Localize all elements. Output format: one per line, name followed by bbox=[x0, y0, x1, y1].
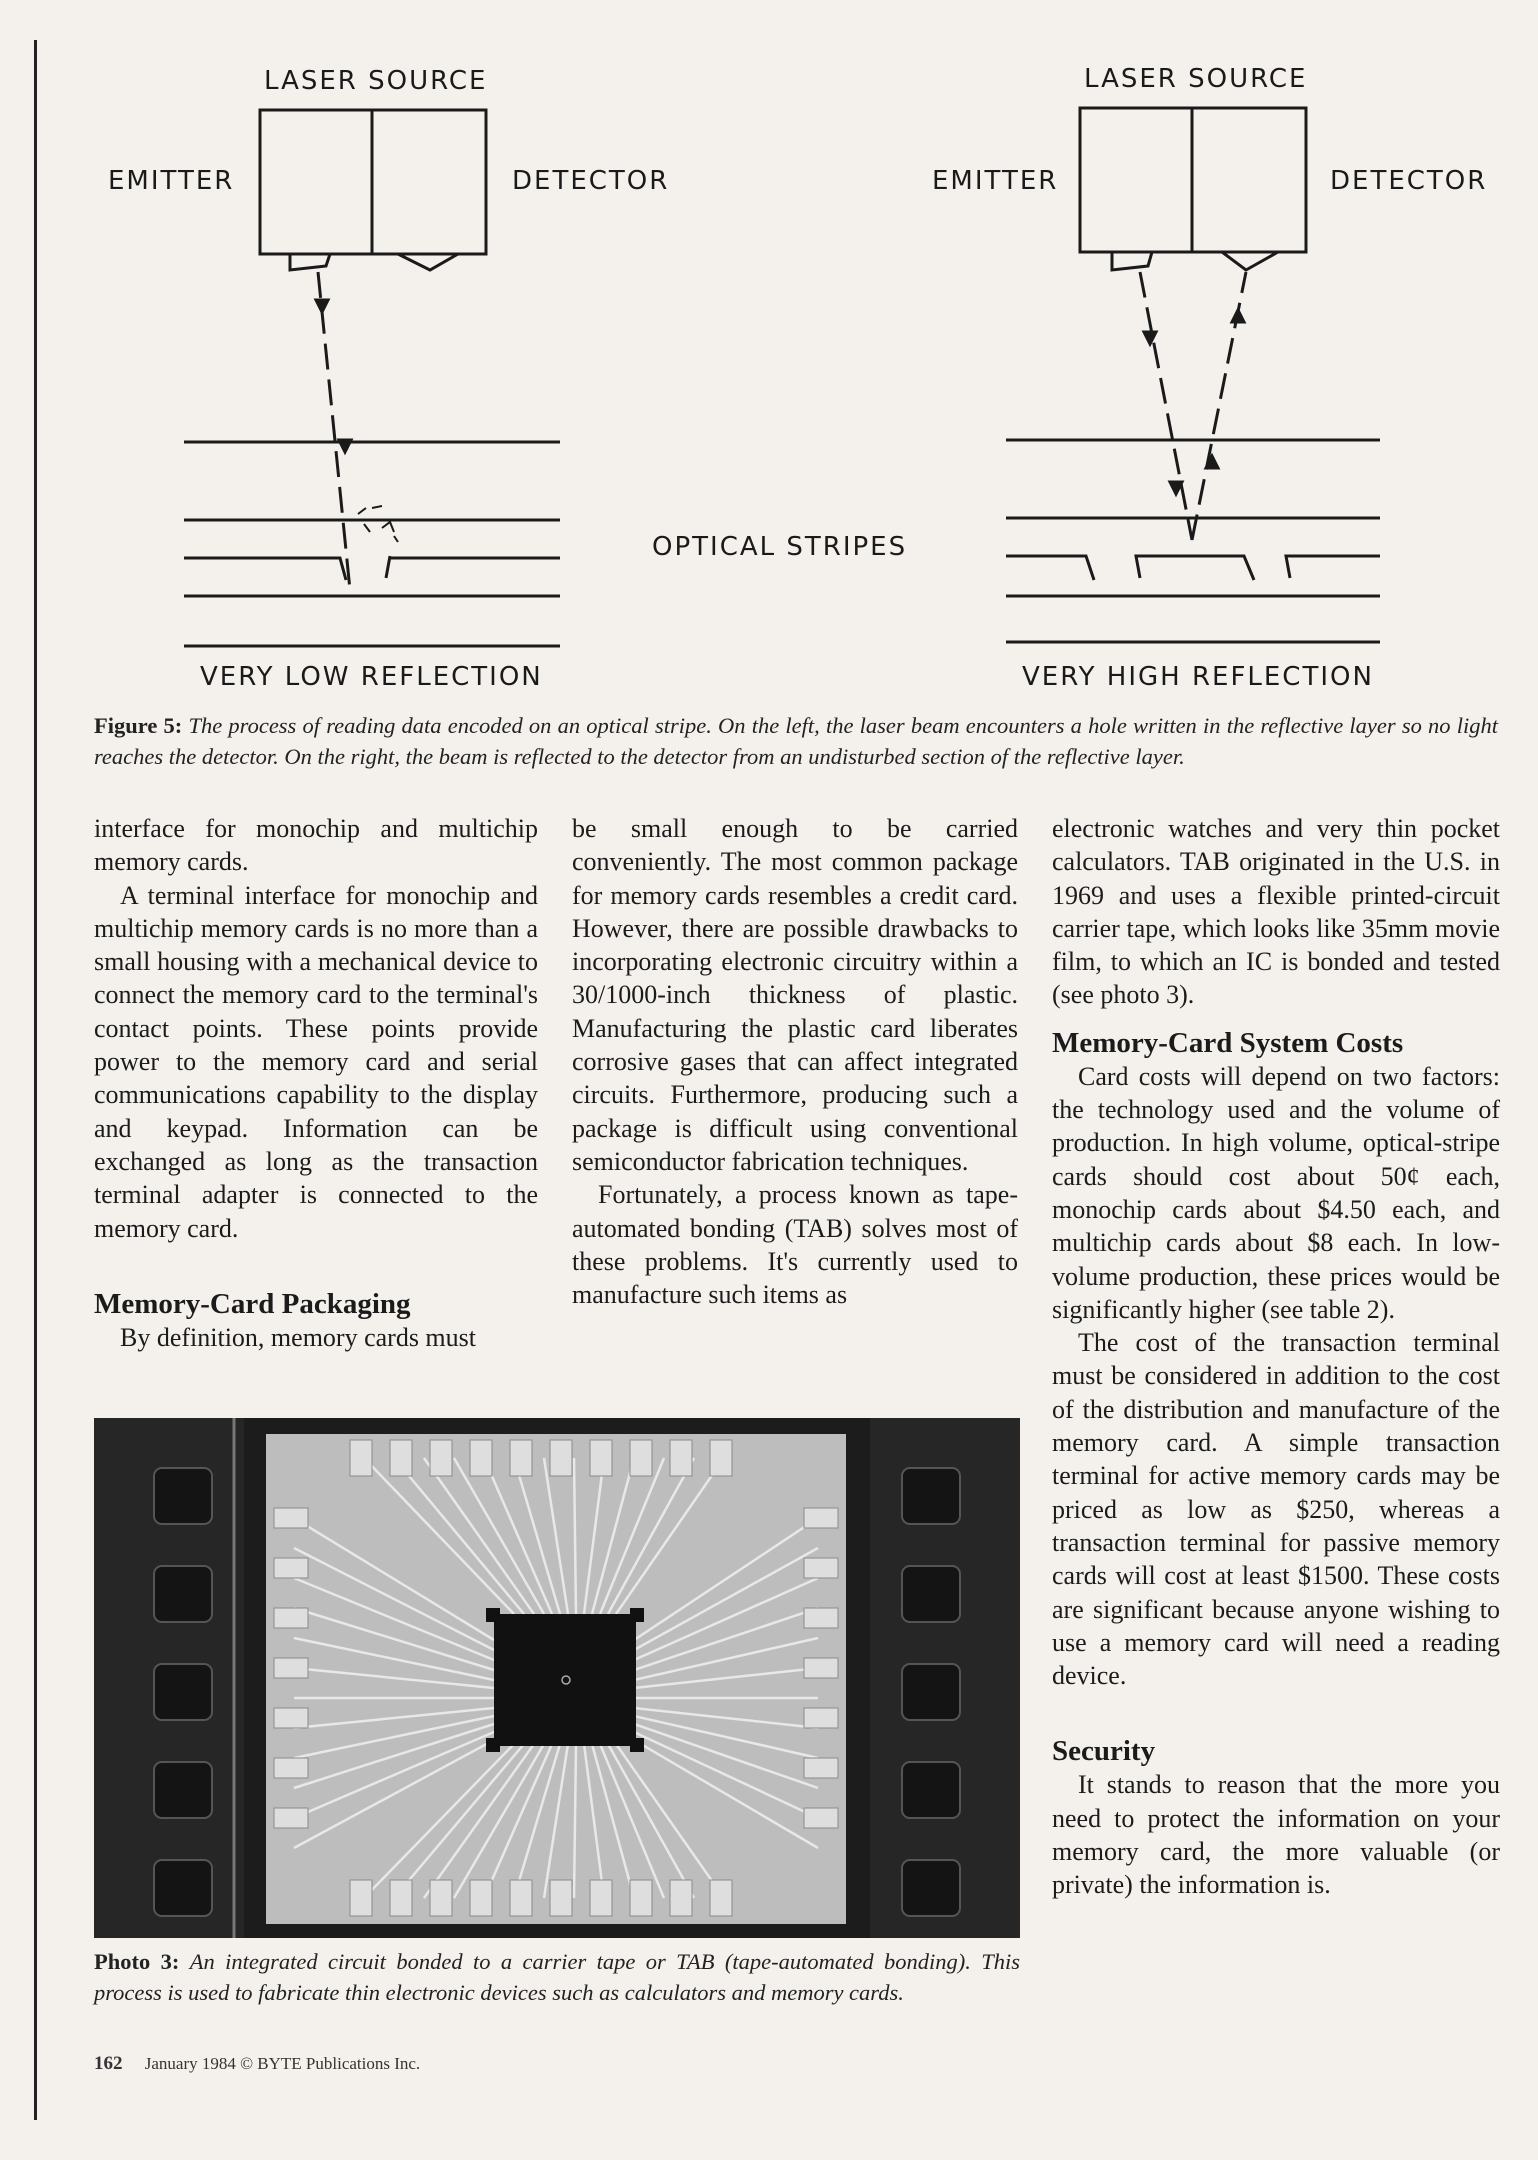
col3-heading-security: Security bbox=[1052, 1735, 1156, 1768]
col3-paragraph-1: electronic watches and very thin pocket calculators. TAB originated in the U.S. in 1969 and uses a flexible printed-circuit carrier tape, which looks like 35mm movie film, to which an IC is bonded and tested (see photo 3). bbox=[1052, 814, 1500, 1010]
photo-3-caption bbox=[94, 1946, 1020, 2008]
left-emitter-lens bbox=[290, 254, 330, 270]
sprocket-hole bbox=[902, 1860, 960, 1916]
sprocket-hole bbox=[154, 1860, 212, 1916]
ic-chip bbox=[494, 1614, 636, 1746]
col3-paragraph-3: The cost of the transaction terminal must be considered in addition to the cost of the distribution and manufacture of the memory card. A simple transaction terminal for active memory cards may be priced as low as $250, whereas a transaction terminal for passive memory cards will cost at least $1500. These costs are significant because anyone wishing to use a memory card will need a reading device. bbox=[1052, 1328, 1500, 1691]
right-detector-label: DETECTOR bbox=[1330, 166, 1488, 196]
col3-spacer bbox=[1052, 1692, 1500, 1720]
col2-paragraph-1: be small enough to be carried conveniently. The most common package for memory cards resembles a credit card. However, there are possible drawbacks to incorporating electronic circuitry within a 30/1000-inch thickness of plastic. Manufacturing the plastic card liberates corrosive gases that can affect integrated circuits. Furthermore, producing such a package is difficult using conventional semiconductor fabrication techniques. bbox=[572, 814, 1018, 1176]
page-number: 162 bbox=[94, 2053, 123, 2074]
col2-paragraph-2: Fortunately, a process known as tape-automated bonding (TAB) solves most of these problems. It's currently used to manufacture such items as bbox=[572, 1180, 1018, 1310]
right-emitter-lens bbox=[1112, 252, 1152, 270]
col1-spacer bbox=[94, 1245, 538, 1273]
figure-5-diagram bbox=[0, 0, 1538, 700]
sprocket-hole bbox=[154, 1664, 212, 1720]
col1-paragraph-1: interface for monochip and multichip memory cards. bbox=[94, 814, 538, 877]
right-incident-beam bbox=[1140, 272, 1192, 540]
sprocket-hole bbox=[902, 1468, 960, 1524]
right-reflective-layer bbox=[1006, 556, 1380, 580]
optical-stripes-label: OPTICAL STRIPES bbox=[652, 532, 908, 562]
sprocket-hole bbox=[902, 1664, 960, 1720]
left-reflection-label: VERY LOW REFLECTION bbox=[200, 662, 543, 692]
left-reflective-layer bbox=[184, 556, 560, 580]
right-emitter-label: EMITTER bbox=[932, 166, 1059, 196]
col1-paragraph-3: By definition, memory cards must bbox=[120, 1322, 477, 1352]
col3-heading-costs: Memory-Card System Costs bbox=[1052, 1026, 1404, 1059]
col3-paragraph-2: Card costs will depend on two factors: the technology used and the volume of production. In high volume, optical-stripe cards should cost about 50¢ each, monochip cards about $4.50 each, and multichip cards about $8 each. In low-volume production, these prices would be significantly higher (see table 2). bbox=[1052, 1061, 1500, 1324]
col3-paragraph-4: It stands to reason that the more you need to protect the information on your memory card, the more valuable (or private) the information is. bbox=[1052, 1770, 1500, 1900]
photo-caption-text: An integrated circuit bonded to a carrier tape or TAB (tape-automated bonding). This process is used to fabricate thin electronic devices such as calculators and memory cards. bbox=[94, 1949, 1020, 2005]
right-reflection-label: VERY HIGH REFLECTION bbox=[1022, 662, 1374, 692]
figure-5-caption bbox=[94, 710, 1498, 772]
col1-heading-packaging: Memory-Card Packaging bbox=[94, 1287, 411, 1320]
left-detector-label: DETECTOR bbox=[512, 166, 670, 196]
photo-3-tab-chip bbox=[94, 1418, 1020, 1938]
photo-caption-label: Photo 3: bbox=[94, 1949, 180, 1974]
sprocket-hole bbox=[154, 1468, 212, 1524]
left-laser-beam bbox=[318, 272, 350, 590]
sprocket-hole bbox=[154, 1566, 212, 1622]
page-footer bbox=[94, 2053, 420, 2075]
figure-caption-label: Figure 5: bbox=[94, 713, 183, 738]
left-emitter-label: EMITTER bbox=[108, 166, 235, 196]
right-laser-source-label: LASER SOURCE bbox=[1084, 64, 1308, 94]
column-2 bbox=[572, 812, 1018, 1311]
left-detector-lens bbox=[398, 254, 458, 270]
left-laser-source-label: LASER SOURCE bbox=[264, 66, 488, 96]
col1-paragraph-2: A terminal interface for monochip and multichip memory cards is no more than a small housing with a mechanical device to connect the memory card to the terminal's contact points. These points provide power to the memory card and serial communications capability to the display and keypad. Information can be exchanged as long as the transaction terminal adapter is connected to the memory card. bbox=[94, 880, 538, 1243]
sprocket-hole bbox=[902, 1566, 960, 1622]
right-detector-lens bbox=[1222, 252, 1278, 270]
publication-line: January 1984 © BYTE Publications Inc. bbox=[144, 2054, 421, 2073]
sprocket-hole bbox=[154, 1762, 212, 1818]
column-1 bbox=[94, 812, 538, 1354]
sprocket-hole bbox=[902, 1762, 960, 1818]
column-3 bbox=[1052, 812, 1500, 1902]
figure-caption-text: The process of reading data encoded on an optical stripe. On the left, the laser beam encounters a hole written in the reflective layer so no light reaches the detector. On the right, the beam is reflected to the detector from an undisturbed section of the reflective layer. bbox=[94, 713, 1498, 769]
